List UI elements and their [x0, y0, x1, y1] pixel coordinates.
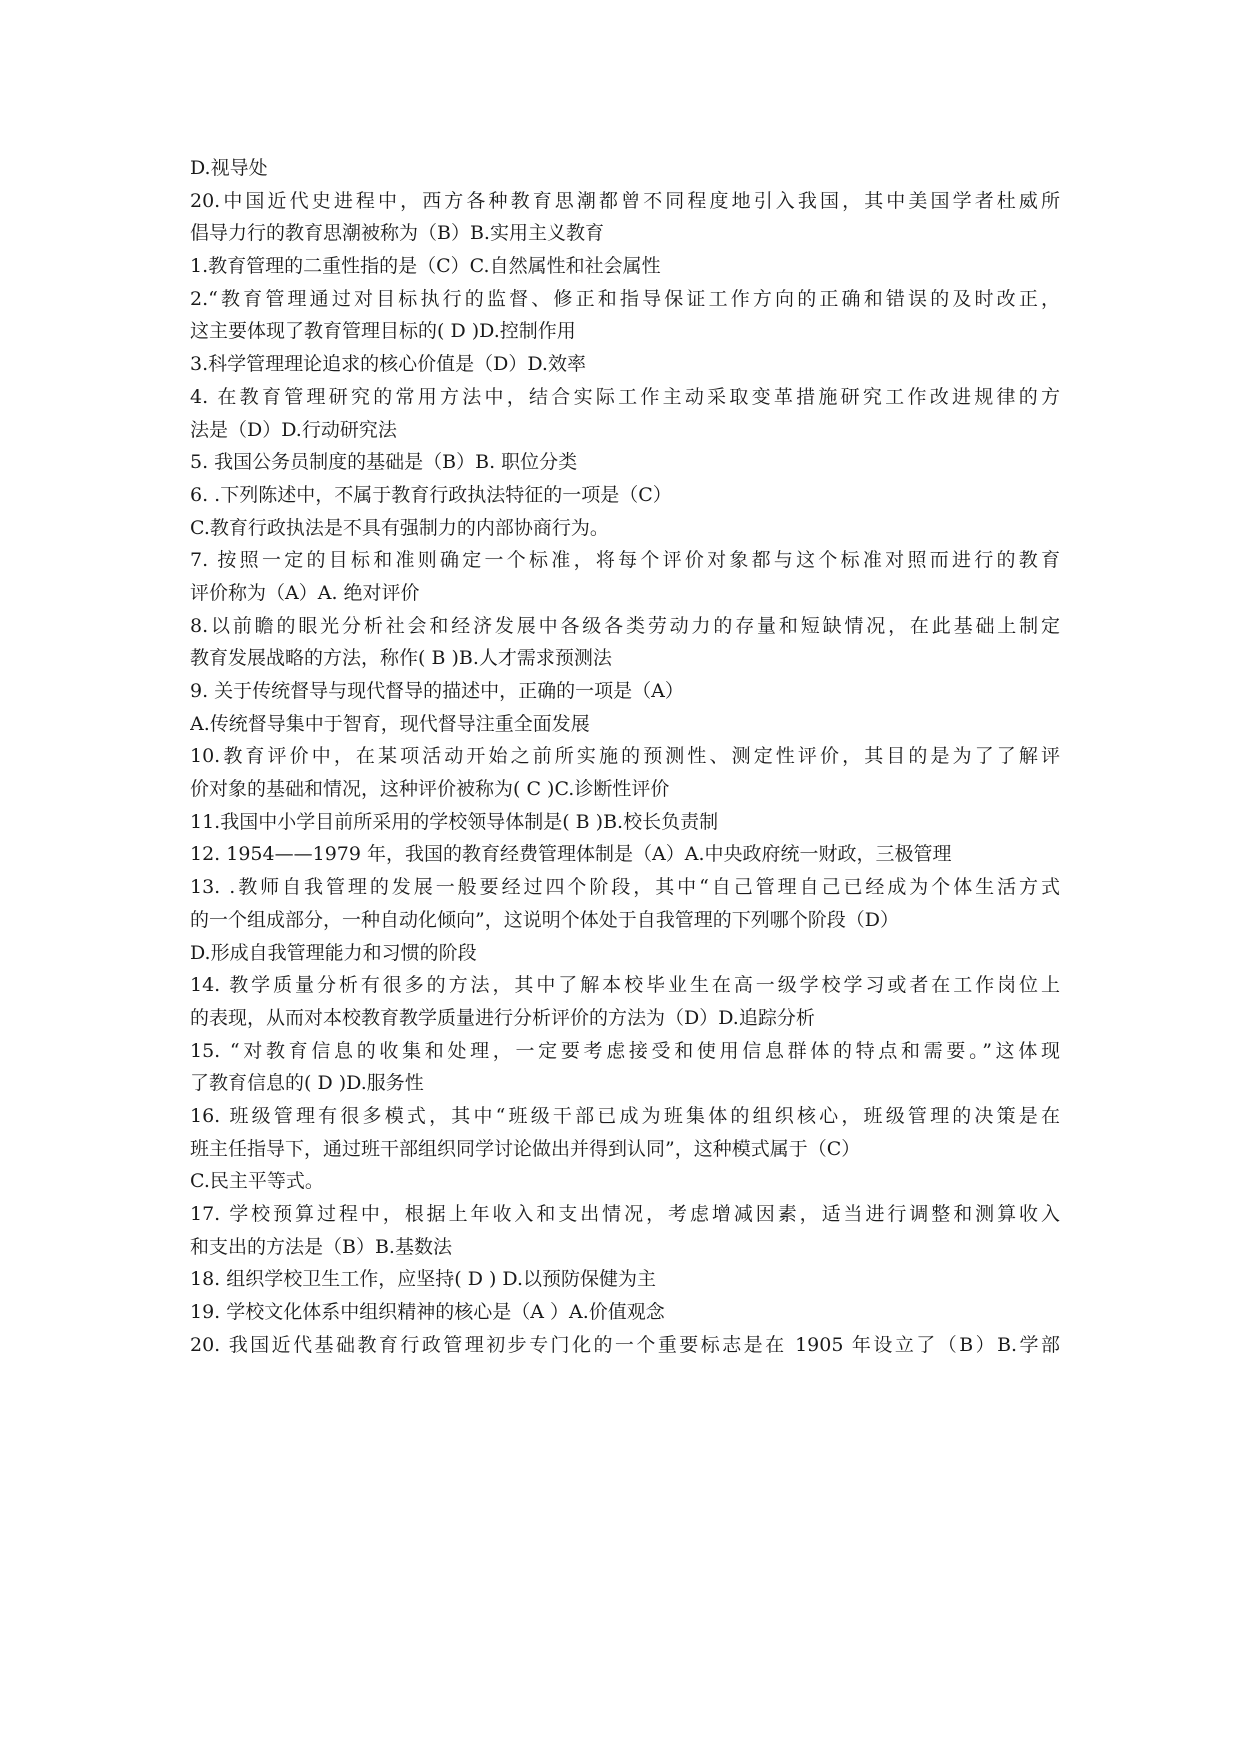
text-line: 4. 在教育管理研究的常用方法中，结合实际工作主动采取变革措施研究工作改进规律的方	[190, 385, 1060, 408]
text-line: 18. 组织学校卫生工作，应坚持( D ) D.以预防保健为主	[190, 1268, 657, 1291]
text-line: 倡导力行的教育思潮被称为（B）B.实用主义教育	[190, 222, 604, 245]
text-line: 法是（D）D.行动研究法	[190, 418, 397, 441]
text-line: 14. 教学质量分析有很多的方法，其中了解本校毕业生在高一级学校学习或者在工作岗位上	[190, 974, 1060, 997]
text-line: 教育发展战略的方法，称作( B )B.人才需求预测法	[190, 647, 612, 670]
text-line: 班主任指导下，通过班干部组织同学讨论做出并得到认同”，这种模式属于（C）	[190, 1137, 861, 1160]
text-line: 9. 关于传统督导与现代督导的描述中，正确的一项是（A）	[190, 680, 684, 702]
text-line: 这主要体现了教育管理目标的( D )D.控制作用	[190, 320, 576, 343]
text-line: 12. 1954——1979 年，我国的教育经费管理体制是（A）A.中央政府统一财政，三极管理	[190, 843, 952, 866]
text-line: 的一个组成部分，一种自动化倾向”，这说明个体处于自我管理的下列哪个阶段（D）	[190, 908, 899, 931]
document-body	[190, 152, 1060, 1361]
text-line: 6. .下列陈述中，不属于教育行政执法特征的一项是（C）	[190, 483, 672, 506]
text-line: 和支出的方法是（B）B.基数法	[190, 1235, 452, 1258]
text-line: 8.以前瞻的眼光分析社会和经济发展中各级各类劳动力的存量和短缺情况，在此基础上制定	[190, 614, 1060, 637]
text-line: 价对象的基础和情况，这种评价被称为( C )C.诊断性评价	[190, 778, 670, 801]
text-line: 20.中国近代史进程中，西方各种教育思潮都曾不同程度地引入我国，其中美国学者杜威所	[190, 189, 1060, 212]
text-line: 的表现，从而对本校教育教学质量进行分析评价的方法为（D）D.追踪分析	[190, 1006, 815, 1029]
text-line: C.教育行政执法是不具有强制力的内部协商行为。	[190, 516, 609, 539]
text-line: 10.教育评价中，在某项活动开始之前所实施的预测性、测定性评价，其目的是为了了解评	[190, 745, 1060, 768]
text-line: C.民主平等式。	[190, 1170, 324, 1193]
text-line: 15. “对教育信息的收集和处理，一定要考虑接受和使用信息群体的特点和需要。”这体现	[190, 1039, 1060, 1062]
text-line: 11.我国中小学目前所采用的学校领导体制是( B )B.校长负责制	[190, 810, 719, 833]
text-line: A.传统督导集中于智育，现代督导注重全面发展	[190, 712, 590, 735]
text-line: 16. 班级管理有很多模式，其中“班级干部已成为班集体的组织核心，班级管理的决策是在	[190, 1104, 1060, 1127]
text-line: 13. .教师自我管理的发展一般要经过四个阶段，其中“自己管理自己已经成为个体生活方式	[190, 876, 1060, 899]
text-line: 7. 按照一定的目标和准则确定一个标准，将每个评价对象都与这个标准对照而进行的教育	[190, 549, 1060, 572]
text-line: 3.科学管理理论追求的核心价值是（D）D.效率	[190, 353, 586, 376]
text-line: 2.“教育管理通过对目标执行的监督、修正和指导保证工作方向的正确和错误的及时改正，	[190, 287, 1060, 310]
text-line: D.形成自我管理能力和习惯的阶段	[190, 941, 477, 964]
text-line: 19. 学校文化体系中组织精神的核心是（A ）A.价值观念	[190, 1301, 665, 1324]
text-line: 17. 学校预算过程中，根据上年收入和支出情况，考虑增减因素，适当进行调整和测算收入	[190, 1203, 1060, 1225]
text-line: 1.教育管理的二重性指的是（C）C.自然属性和社会属性	[190, 255, 661, 278]
text-line: 了教育信息的( D )D.服务性	[190, 1072, 424, 1095]
text-line: 5. 我国公务员制度的基础是（B）B. 职位分类	[190, 451, 578, 474]
text-line: 评价称为（A）A. 绝对评价	[190, 581, 420, 604]
text-line: 20. 我国近代基础教育行政管理初步专门化的一个重要标志是在 1905 年设立了（B）B.学部	[190, 1333, 1060, 1356]
text-line: D.视导处	[190, 157, 268, 179]
